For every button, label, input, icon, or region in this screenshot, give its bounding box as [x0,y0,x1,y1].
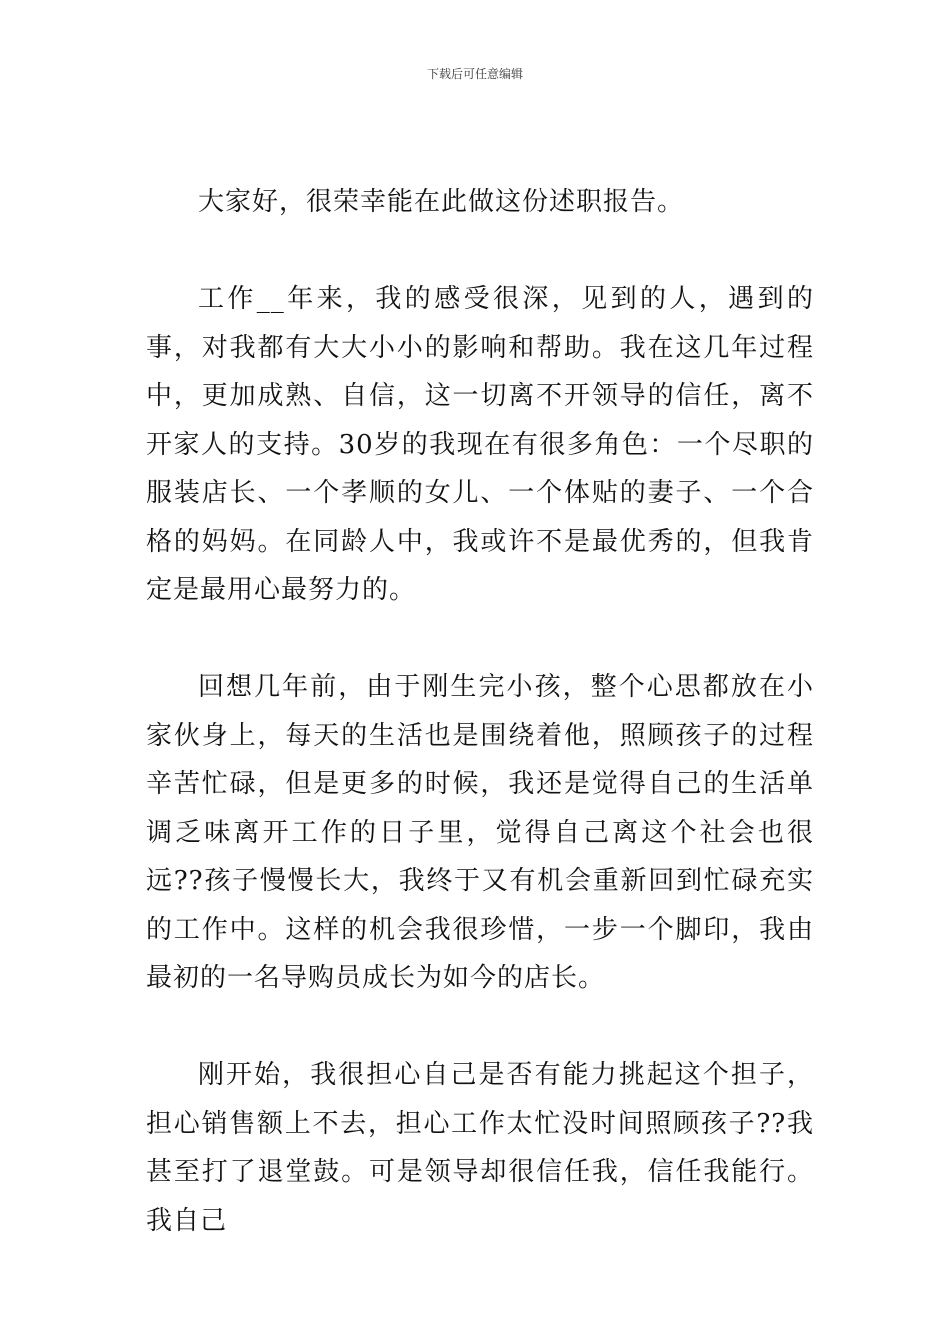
paragraph-spacer [146,227,814,276]
document-body [146,178,814,1245]
paragraph-spacer [146,1003,814,1052]
paragraph-work-years: 工作__年来，我的感受很深，见到的人，遇到的事，对我都有大大小小的影响和帮助。我在这几年过程中，更加成熟、自信，这一切离不开领导的信任，离不开家人的支持。30岁的我现在有很多角色：一个尽职的服装店长、一个孝顺的女儿、一个体贴的妻子、一个合格的妈妈。在同龄人中，我或许不是最优秀的，但我肯定是最用心最努力的。 [146,284,814,605]
page-header: 下载后可任意编辑 [426,67,523,81]
paragraph-greeting: 大家好，很荣幸能在此做这份述职报告。 [198,187,685,217]
paragraph-beginning: 刚开始，我很担心自己是否有能力挑起这个担子，担心销售额上不去，担心工作太忙没时间照顾孩子??我甚至打了退堂鼓。可是领导却很信任我，信任我能行。我自己 [146,1060,814,1236]
paragraph-spacer [146,615,814,664]
paragraph-recollection: 回想几年前，由于刚生完小孩，整个心思都放在小家伙身上，每天的生活也是围绕着他，照顾孩子的过程辛苦忙碌，但是更多的时候，我还是觉得自己的生活单调乏味离开工作的日子里，觉得自己离这个社会也很远??孩子慢慢长大，我终于又有机会重新回到忙碌充实的工作中。这样的机会我很珍惜，一步一个脚印，我由最初的一名导购员成长为如今的店长。 [146,672,814,993]
